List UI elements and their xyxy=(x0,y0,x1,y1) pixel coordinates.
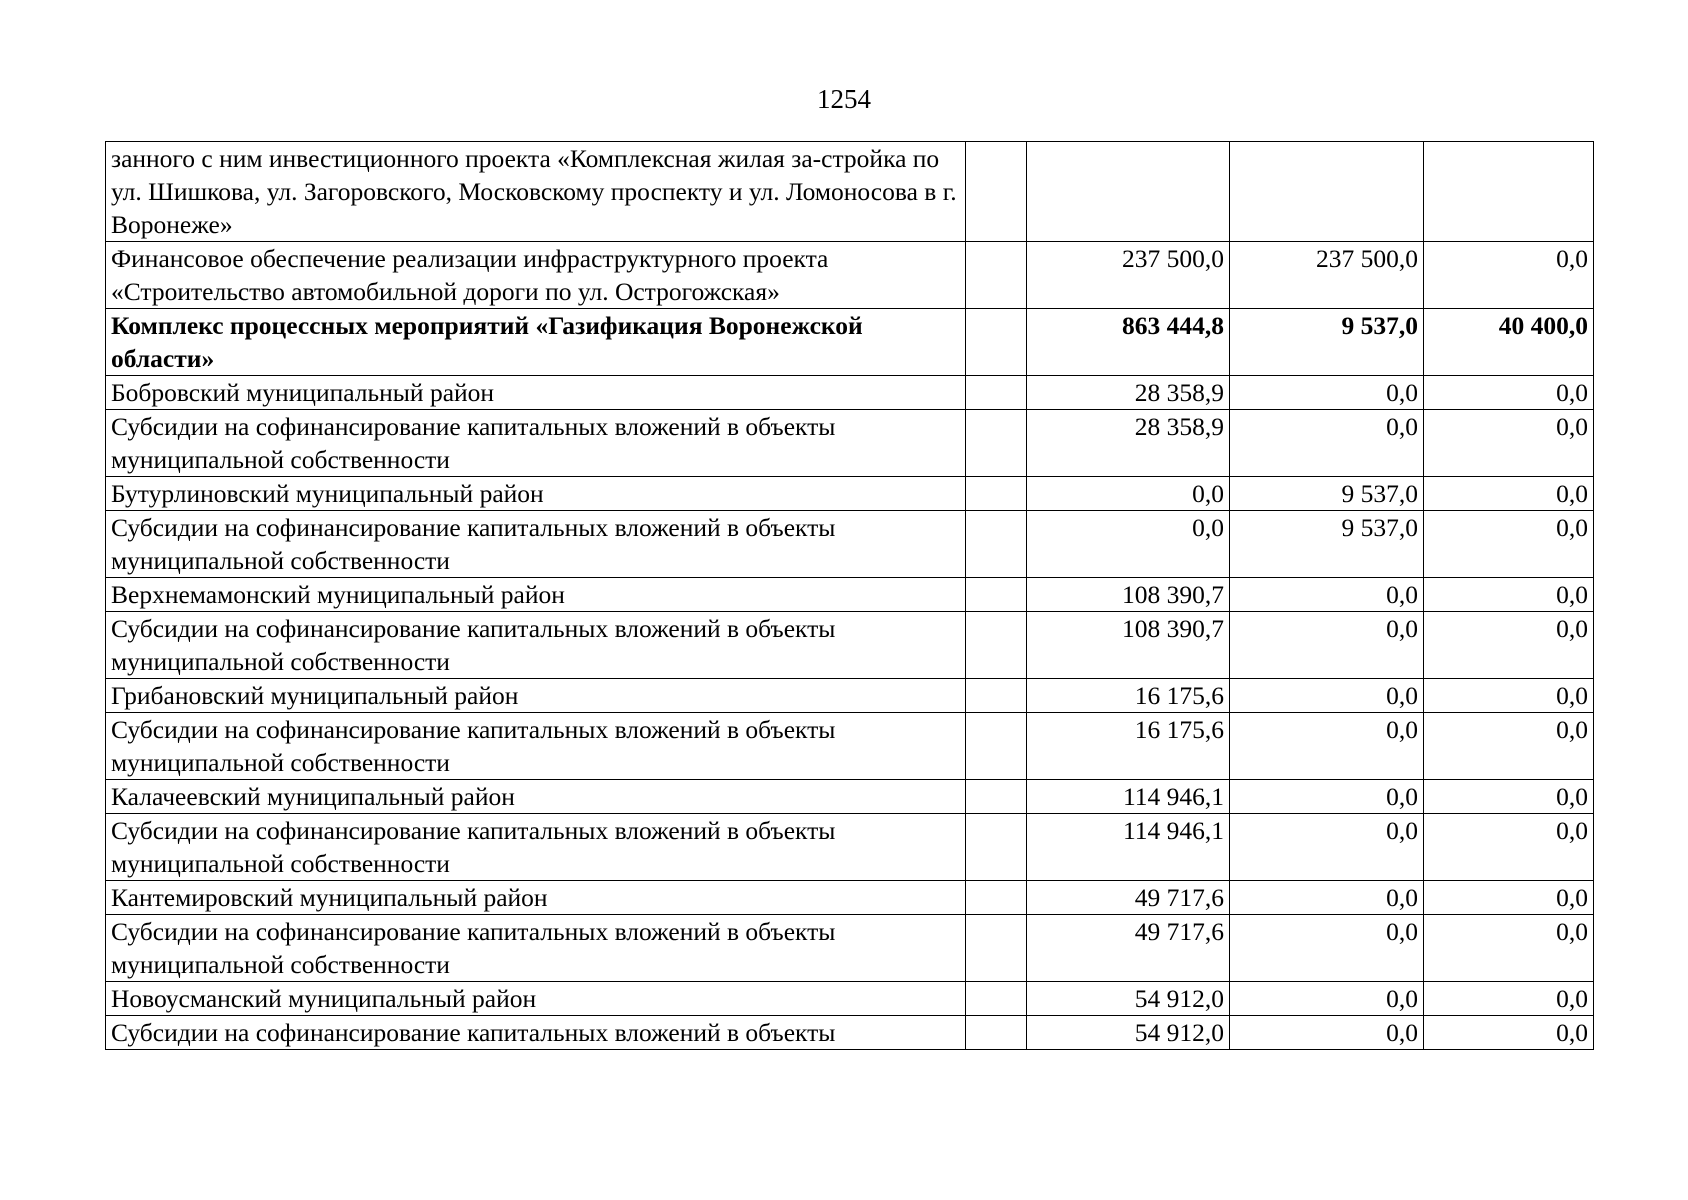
row-value-1-cell: 114 946,1 xyxy=(1027,814,1230,881)
row-value-2-cell xyxy=(1230,142,1424,242)
row-code-cell xyxy=(966,477,1027,511)
row-value-3-cell: 40 400,0 xyxy=(1424,309,1594,376)
row-code-cell xyxy=(966,612,1027,679)
row-code-cell xyxy=(966,309,1027,376)
row-code-cell xyxy=(966,982,1027,1016)
row-value-2-cell: 0,0 xyxy=(1230,578,1424,612)
row-value-3-cell: 0,0 xyxy=(1424,881,1594,915)
row-value-2-cell: 0,0 xyxy=(1230,612,1424,679)
table-row xyxy=(106,242,1594,309)
row-name-cell: Калачеевский муниципальный район xyxy=(106,780,966,814)
row-value-2-cell: 0,0 xyxy=(1230,881,1424,915)
row-value-2-cell: 0,0 xyxy=(1230,713,1424,780)
row-value-3-cell: 0,0 xyxy=(1424,679,1594,713)
table-row xyxy=(106,1016,1594,1050)
row-code-cell xyxy=(966,814,1027,881)
row-name-cell: Субсидии на софинансирование капитальных вложений в объекты xyxy=(106,1016,966,1050)
row-name-cell: Комплекс процессных мероприятий «Газификация Воронежской области» xyxy=(106,309,966,376)
row-name-cell: Субсидии на софинансирование капитальных вложений в объекты муниципальной собственности xyxy=(106,713,966,780)
row-value-3-cell: 0,0 xyxy=(1424,511,1594,578)
row-name-cell: Верхнемамонский муниципальный район xyxy=(106,578,966,612)
row-value-2-cell: 237 500,0 xyxy=(1230,242,1424,309)
table-row xyxy=(106,511,1594,578)
row-name-cell: Грибановский муниципальный район xyxy=(106,679,966,713)
row-value-1-cell: 54 912,0 xyxy=(1027,1016,1230,1050)
row-value-3-cell: 0,0 xyxy=(1424,713,1594,780)
row-code-cell xyxy=(966,410,1027,477)
row-value-1-cell: 28 358,9 xyxy=(1027,410,1230,477)
row-name-cell: занного с ним инвестиционного проекта «Комплексная жилая за-стройка по ул. Шишкова, ул. Загоровского, Московскому проспекту и ул. Ломоносова в г. Воронеже» xyxy=(106,142,966,242)
row-code-cell xyxy=(966,881,1027,915)
row-name-cell: Бутурлиновский муниципальный район xyxy=(106,477,966,511)
row-value-2-cell: 0,0 xyxy=(1230,376,1424,410)
row-code-cell xyxy=(966,679,1027,713)
row-value-3-cell: 0,0 xyxy=(1424,612,1594,679)
row-value-2-cell: 9 537,0 xyxy=(1230,477,1424,511)
row-value-3-cell: 0,0 xyxy=(1424,780,1594,814)
row-value-3-cell: 0,0 xyxy=(1424,578,1594,612)
row-value-1-cell: 54 912,0 xyxy=(1027,982,1230,1016)
row-code-cell xyxy=(966,713,1027,780)
row-name-cell: Субсидии на софинансирование капитальных вложений в объекты муниципальной собственности xyxy=(106,612,966,679)
table-row xyxy=(106,477,1594,511)
row-value-1-cell: 16 175,6 xyxy=(1027,713,1230,780)
row-code-cell xyxy=(966,780,1027,814)
row-value-1-cell: 49 717,6 xyxy=(1027,881,1230,915)
row-value-3-cell: 0,0 xyxy=(1424,1016,1594,1050)
row-value-3-cell: 0,0 xyxy=(1424,477,1594,511)
row-value-2-cell: 0,0 xyxy=(1230,780,1424,814)
row-value-2-cell: 0,0 xyxy=(1230,982,1424,1016)
table-row xyxy=(106,679,1594,713)
row-value-2-cell: 0,0 xyxy=(1230,410,1424,477)
row-value-2-cell: 0,0 xyxy=(1230,1016,1424,1050)
row-value-2-cell: 9 537,0 xyxy=(1230,309,1424,376)
row-value-2-cell: 0,0 xyxy=(1230,814,1424,881)
table-row xyxy=(106,410,1594,477)
table-row xyxy=(106,309,1594,376)
table-row xyxy=(106,881,1594,915)
row-value-1-cell: 108 390,7 xyxy=(1027,612,1230,679)
row-name-cell: Субсидии на софинансирование капитальных вложений в объекты муниципальной собственности xyxy=(106,915,966,982)
row-value-1-cell: 16 175,6 xyxy=(1027,679,1230,713)
table-row xyxy=(106,612,1594,679)
row-value-1-cell: 49 717,6 xyxy=(1027,915,1230,982)
row-value-1-cell: 863 444,8 xyxy=(1027,309,1230,376)
row-value-1-cell: 0,0 xyxy=(1027,477,1230,511)
row-code-cell xyxy=(966,511,1027,578)
row-code-cell xyxy=(966,915,1027,982)
table-body xyxy=(106,142,1594,1050)
table-row xyxy=(106,915,1594,982)
table-row xyxy=(106,578,1594,612)
table-row xyxy=(106,376,1594,410)
row-value-1-cell xyxy=(1027,142,1230,242)
row-name-cell: Новоусманский муниципальный район xyxy=(106,982,966,1016)
row-name-cell: Бобровский муниципальный район xyxy=(106,376,966,410)
row-code-cell xyxy=(966,1016,1027,1050)
row-value-3-cell: 0,0 xyxy=(1424,376,1594,410)
row-value-1-cell: 28 358,9 xyxy=(1027,376,1230,410)
row-value-3-cell: 0,0 xyxy=(1424,410,1594,477)
table-row xyxy=(106,982,1594,1016)
row-code-cell xyxy=(966,142,1027,242)
row-value-1-cell: 108 390,7 xyxy=(1027,578,1230,612)
row-value-3-cell: 0,0 xyxy=(1424,814,1594,881)
row-value-1-cell: 237 500,0 xyxy=(1027,242,1230,309)
table-row xyxy=(106,780,1594,814)
row-value-2-cell: 9 537,0 xyxy=(1230,511,1424,578)
row-value-2-cell: 0,0 xyxy=(1230,679,1424,713)
table-row xyxy=(106,814,1594,881)
row-value-1-cell: 0,0 xyxy=(1027,511,1230,578)
row-name-cell: Субсидии на софинансирование капитальных вложений в объекты муниципальной собственности xyxy=(106,410,966,477)
row-name-cell: Субсидии на софинансирование капитальных вложений в объекты муниципальной собственности xyxy=(106,511,966,578)
row-value-1-cell: 114 946,1 xyxy=(1027,780,1230,814)
row-code-cell xyxy=(966,578,1027,612)
row-name-cell: Кантемировский муниципальный район xyxy=(106,881,966,915)
table-row xyxy=(106,142,1594,242)
row-value-3-cell: 0,0 xyxy=(1424,915,1594,982)
row-value-3-cell: 0,0 xyxy=(1424,242,1594,309)
row-name-cell: Субсидии на софинансирование капитальных вложений в объекты муниципальной собственности xyxy=(106,814,966,881)
table-row xyxy=(106,713,1594,780)
budget-table xyxy=(105,141,1594,1050)
row-name-cell: Финансовое обеспечение реализации инфраструктурного проекта «Строительство автомобильной дороги по ул. Острогожская» xyxy=(106,242,966,309)
row-value-2-cell: 0,0 xyxy=(1230,915,1424,982)
row-code-cell xyxy=(966,242,1027,309)
row-value-3-cell: 0,0 xyxy=(1424,982,1594,1016)
page-number: 1254 xyxy=(817,84,871,114)
row-code-cell xyxy=(966,376,1027,410)
row-value-3-cell xyxy=(1424,142,1594,242)
